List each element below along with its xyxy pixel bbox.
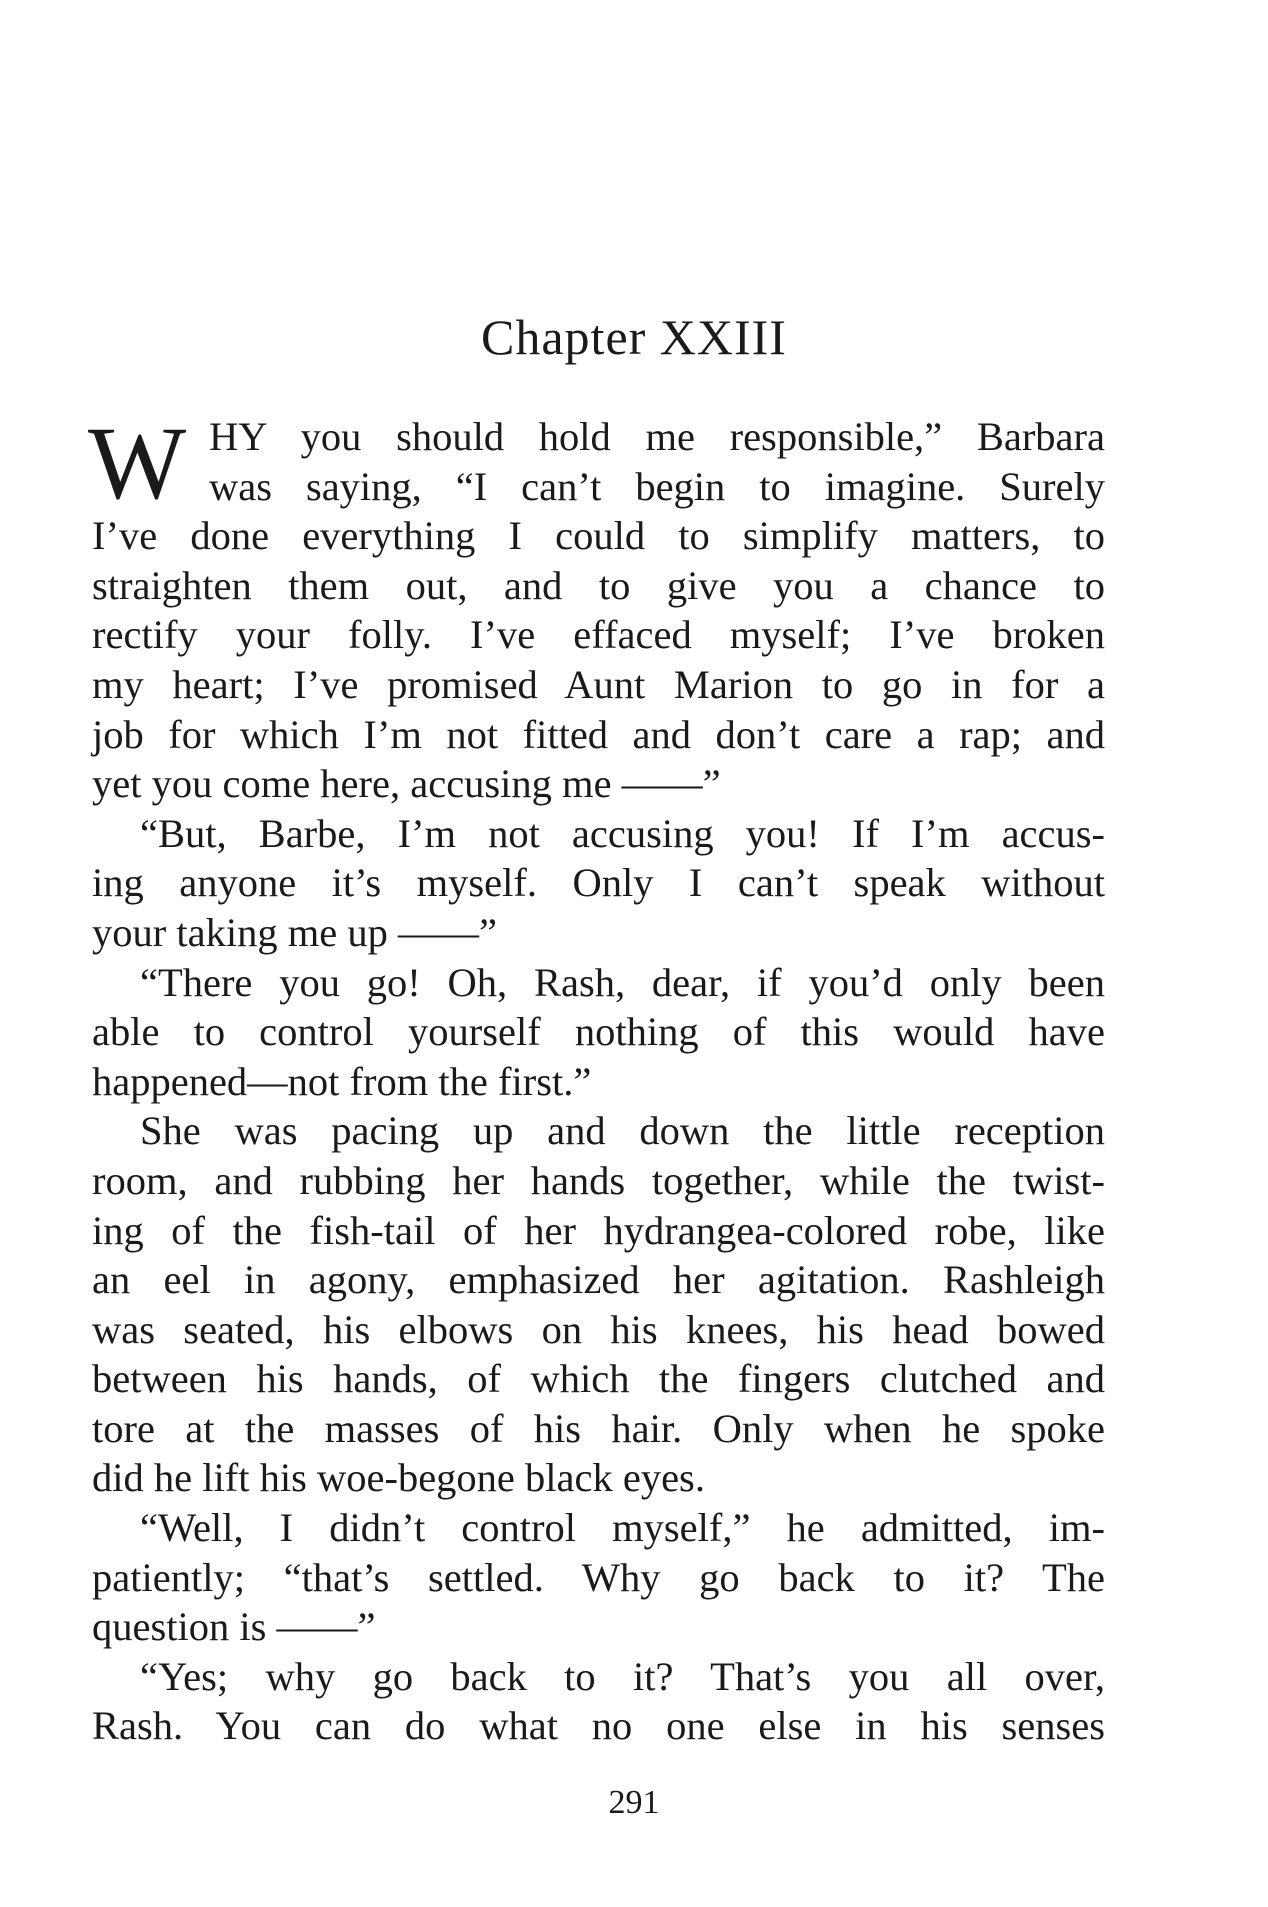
text-line: tore at the masses of his hair. Only when he spoke bbox=[92, 1405, 1105, 1451]
text-line: happened—not from the first.” bbox=[92, 1058, 592, 1104]
text-line: an eel in agony, emphasized her agitation. Rashleigh bbox=[92, 1257, 1105, 1303]
page-number: 291 bbox=[608, 1784, 660, 1821]
text-line: She was pacing up and down the little reception bbox=[140, 1108, 1105, 1154]
text-line: able to control yourself nothing of this would have bbox=[92, 1009, 1105, 1055]
text-line: “But, Barbe, I’m not accusing you! If I’m accus- bbox=[140, 810, 1105, 856]
chapter-title: Chapter XXIII bbox=[481, 309, 787, 365]
text-line: your taking me up ——” bbox=[92, 909, 497, 955]
text-line: patiently; “that’s settled. Why go back to it? The bbox=[92, 1554, 1105, 1600]
text-line: “Well, I didn’t control myself,” he admitted, im- bbox=[140, 1505, 1105, 1551]
text-line: ing of the fish-tail of her hydrangea-colored robe, like bbox=[92, 1207, 1105, 1253]
text-line: “There you go! Oh, Rash, dear, if you’d only been bbox=[140, 959, 1105, 1005]
text-line: room, and rubbing her hands together, while the twist- bbox=[92, 1157, 1105, 1203]
text-line: ing anyone it’s myself. Only I can’t speak without bbox=[92, 860, 1105, 906]
text-line: yet you come here, accusing me ——” bbox=[92, 761, 721, 807]
text-line: rectify your folly. I’ve effaced myself; I’ve broken bbox=[92, 612, 1105, 658]
text-line: was saying, “I can’t begin to imagine. Surely bbox=[209, 463, 1105, 509]
text-line: Rash. You can do what no one else in his senses bbox=[92, 1703, 1105, 1749]
text-line: job for which I’m not fitted and don’t care a rap; and bbox=[92, 711, 1105, 757]
text-line: question is ——” bbox=[92, 1604, 376, 1650]
text-line: HY you should hold me responsible,” Barbara bbox=[209, 414, 1105, 459]
text-line: was seated, his elbows on his knees, his head bowed bbox=[92, 1306, 1105, 1352]
text-line: “Yes; why go back to it? That’s you all over, bbox=[140, 1653, 1105, 1699]
text-line: straighten them out, and to give you a chance to bbox=[92, 562, 1105, 608]
text-line: between his hands, of which the fingers clutched and bbox=[92, 1356, 1105, 1402]
drop-cap: W bbox=[88, 406, 187, 521]
text-line: my heart; I’ve promised Aunt Marion to go in for a bbox=[92, 661, 1105, 707]
body-text bbox=[88, 406, 1105, 1751]
text-line: did he lift his woe-begone black eyes. bbox=[92, 1455, 705, 1501]
text-line: I’ve done everything I could to simplify matters, to bbox=[92, 513, 1105, 559]
